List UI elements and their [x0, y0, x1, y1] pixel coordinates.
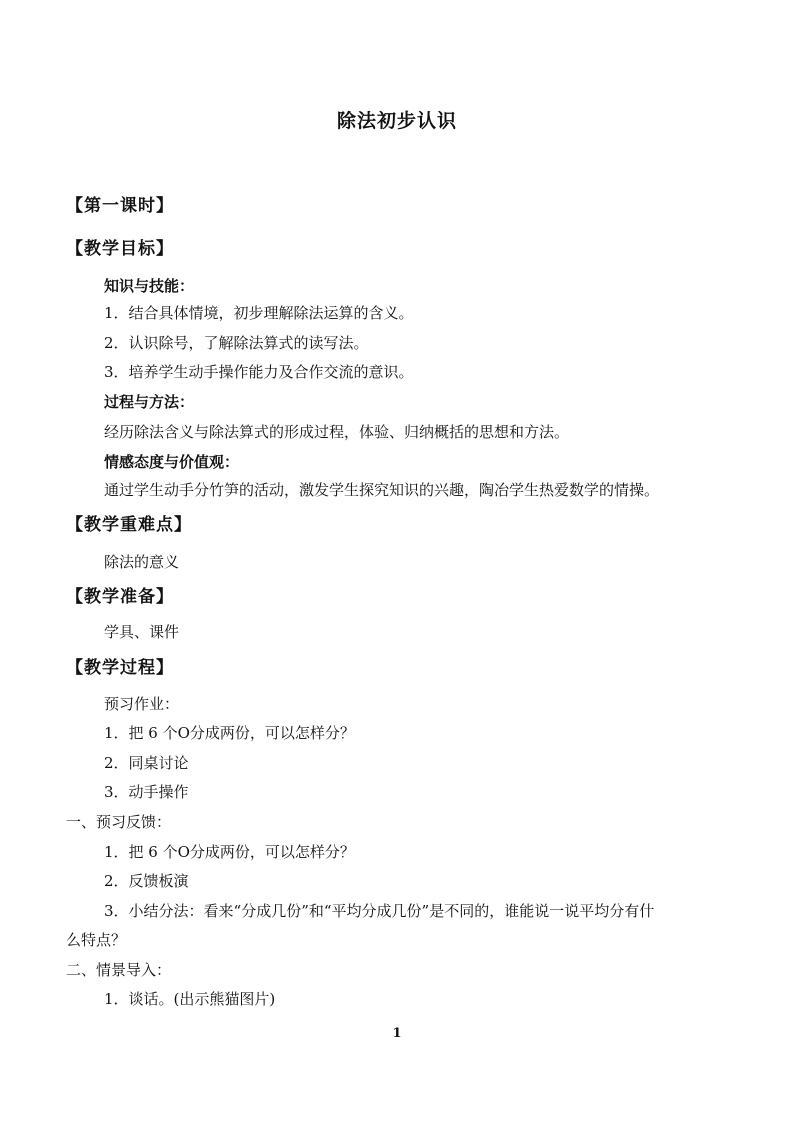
- subheading-emotion: 情感态度与价值观：: [104, 453, 240, 471]
- list-item: 1．谈话。(出示熊猫图片): [104, 990, 276, 1008]
- paragraph-preparation: 学具、课件: [104, 623, 180, 641]
- paragraph-keypoint: 除法的意义: [104, 553, 180, 571]
- scene-title: 二、情景导入：: [66, 961, 172, 979]
- section-heading-objectives: 【教学目标】: [66, 239, 174, 259]
- list-item: 3．动手操作: [104, 783, 189, 801]
- section-heading-preparation: 【教学准备】: [66, 587, 174, 607]
- summary-line: 3．小结分法：看来“分成几份”和“平均分成几份”是不同的，谁能说一说平均分有什: [104, 902, 655, 920]
- feedback-title: 一、预习反馈：: [66, 813, 172, 831]
- section-heading-process: 【教学过程】: [66, 658, 174, 678]
- preview-title: 预习作业：: [104, 695, 180, 713]
- page-number: 1: [392, 1026, 402, 1041]
- list-item: 1．结合具体情境，初步理解除法运算的含义。: [104, 304, 414, 322]
- list-item: 2．反馈板演: [104, 872, 189, 890]
- section-heading-lesson: 【第一课时】: [66, 196, 174, 216]
- section-heading-keypoints: 【教学重难点】: [66, 515, 192, 535]
- subheading-process: 过程与方法：: [104, 393, 195, 411]
- list-item: 2．同桌讨论: [104, 754, 189, 772]
- summary-line-continued: 么特点？: [66, 931, 127, 949]
- list-item: 3．培养学生动手操作能力及合作交流的意识。: [104, 363, 414, 381]
- page-title: 除法初步认识: [336, 110, 457, 132]
- paragraph-emotion: 通过学生动手分竹笋的活动，激发学生探究知识的兴趣，陶冶学生热爱数学的情操。: [104, 481, 660, 499]
- list-item: 1．把 6 个O分成两份，可以怎样分？: [104, 843, 355, 861]
- paragraph-process: 经历除法含义与除法算式的形成过程，体验、归纳概括的思想和方法。: [104, 423, 570, 441]
- subheading-knowledge: 知识与技能：: [104, 277, 195, 295]
- list-item: 1．把 6 个O分成两份，可以怎样分？: [104, 724, 355, 742]
- list-item: 2．认识除号，了解除法算式的读写法。: [104, 334, 369, 352]
